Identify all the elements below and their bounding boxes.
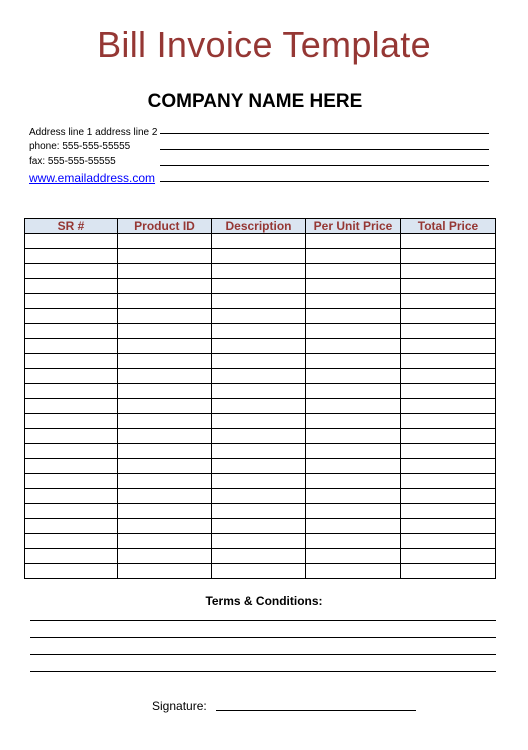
table-cell[interactable]: [306, 504, 401, 519]
table-cell[interactable]: [306, 534, 401, 549]
header-total-price: Total Price: [401, 219, 496, 234]
table-cell[interactable]: [306, 489, 401, 504]
table-cell[interactable]: [118, 459, 212, 474]
table-cell[interactable]: [25, 549, 118, 564]
table-cell[interactable]: [25, 474, 118, 489]
table-cell[interactable]: [212, 369, 306, 384]
table-cell[interactable]: [212, 429, 306, 444]
table-row: [25, 564, 496, 579]
table-cell[interactable]: [401, 309, 496, 324]
terms-line: [30, 637, 496, 638]
table-cell[interactable]: [25, 564, 118, 579]
table-cell[interactable]: [306, 264, 401, 279]
table-cell[interactable]: [401, 234, 496, 249]
table-cell[interactable]: [25, 234, 118, 249]
table-cell[interactable]: [306, 369, 401, 384]
address-line: [160, 133, 489, 134]
header-product-id: Product ID: [118, 219, 212, 234]
table-cell[interactable]: [212, 549, 306, 564]
table-cell[interactable]: [25, 339, 118, 354]
table-cell[interactable]: [118, 264, 212, 279]
table-cell[interactable]: [212, 444, 306, 459]
table-cell[interactable]: [25, 429, 118, 444]
address-text: Address line 1 address line 2: [29, 127, 158, 138]
table-row: [25, 504, 496, 519]
table-cell[interactable]: [401, 354, 496, 369]
table-cell[interactable]: [212, 489, 306, 504]
table-cell[interactable]: [25, 369, 118, 384]
table-cell[interactable]: [118, 234, 212, 249]
table-row: [25, 459, 496, 474]
table-cell[interactable]: [212, 534, 306, 549]
table-row: [25, 534, 496, 549]
table-cell[interactable]: [212, 504, 306, 519]
table-cell[interactable]: [25, 504, 118, 519]
table-cell[interactable]: [306, 399, 401, 414]
table-cell[interactable]: [25, 384, 118, 399]
table-cell[interactable]: [118, 519, 212, 534]
table-cell[interactable]: [212, 354, 306, 369]
table-cell[interactable]: [401, 414, 496, 429]
table-cell[interactable]: [401, 564, 496, 579]
table-cell[interactable]: [401, 399, 496, 414]
table-cell[interactable]: [306, 459, 401, 474]
table-cell[interactable]: [118, 489, 212, 504]
table-cell[interactable]: [118, 279, 212, 294]
table-cell[interactable]: [212, 564, 306, 579]
table-cell[interactable]: [118, 549, 212, 564]
table-cell[interactable]: [212, 474, 306, 489]
table-cell[interactable]: [401, 384, 496, 399]
table-cell[interactable]: [401, 279, 496, 294]
table-cell[interactable]: [25, 279, 118, 294]
email-line: [160, 181, 489, 182]
table-row: [25, 474, 496, 489]
fax-text: fax: 555-555-55555: [29, 156, 116, 167]
table-cell[interactable]: [401, 459, 496, 474]
table-row: [25, 294, 496, 309]
table-cell[interactable]: [401, 474, 496, 489]
table-row: [25, 369, 496, 384]
table-cell[interactable]: [25, 489, 118, 504]
table-cell[interactable]: [118, 324, 212, 339]
table-row: [25, 384, 496, 399]
table-cell[interactable]: [212, 279, 306, 294]
table-cell[interactable]: [401, 249, 496, 264]
table-cell[interactable]: [306, 354, 401, 369]
table-cell[interactable]: [212, 249, 306, 264]
table-cell[interactable]: [118, 294, 212, 309]
table-cell[interactable]: [401, 519, 496, 534]
table-cell[interactable]: [25, 324, 118, 339]
table-cell[interactable]: [212, 399, 306, 414]
table-cell[interactable]: [401, 264, 496, 279]
signature-label: Signature:: [152, 699, 207, 713]
table-cell[interactable]: [118, 384, 212, 399]
company-name: COMPANY NAME HERE: [147, 91, 363, 112]
table-cell[interactable]: [401, 294, 496, 309]
table-cell[interactable]: [306, 384, 401, 399]
table-row: [25, 354, 496, 369]
table-cell[interactable]: [401, 324, 496, 339]
table-cell[interactable]: [212, 294, 306, 309]
table-row: [25, 444, 496, 459]
table-cell[interactable]: [25, 534, 118, 549]
table-cell[interactable]: [306, 429, 401, 444]
table-cell[interactable]: [118, 339, 212, 354]
table-cell[interactable]: [212, 324, 306, 339]
invoice-table: [24, 218, 496, 579]
table-cell[interactable]: [306, 444, 401, 459]
table-row: [25, 279, 496, 294]
table-cell[interactable]: [306, 564, 401, 579]
table-cell[interactable]: [25, 399, 118, 414]
table-cell[interactable]: [306, 519, 401, 534]
table-row: [25, 549, 496, 564]
table-cell[interactable]: [212, 384, 306, 399]
table-row: [25, 324, 496, 339]
table-cell[interactable]: [401, 444, 496, 459]
table-row: [25, 339, 496, 354]
terms-line: [30, 654, 496, 655]
table-cell[interactable]: [118, 444, 212, 459]
fax-line: [160, 165, 489, 166]
table-cell[interactable]: [212, 414, 306, 429]
table-cell[interactable]: [25, 309, 118, 324]
table-cell[interactable]: [401, 429, 496, 444]
table-cell[interactable]: [212, 234, 306, 249]
table-cell[interactable]: [118, 354, 212, 369]
phone-text: phone: 555-555-55555: [29, 141, 131, 152]
table-header-row: [25, 219, 496, 234]
table-row: [25, 234, 496, 249]
table-cell[interactable]: [118, 534, 212, 549]
table-row: [25, 264, 496, 279]
table-row: [25, 249, 496, 264]
table-cell[interactable]: [306, 249, 401, 264]
terms-line: [30, 671, 496, 672]
table-cell[interactable]: [25, 414, 118, 429]
table-cell[interactable]: [118, 414, 212, 429]
table-cell[interactable]: [212, 519, 306, 534]
table-cell[interactable]: [306, 339, 401, 354]
table-cell[interactable]: [401, 549, 496, 564]
header-description: Description: [212, 219, 306, 234]
signature-line: [216, 710, 416, 711]
header-sr: SR #: [25, 219, 118, 234]
table-cell[interactable]: [306, 234, 401, 249]
table-cell[interactable]: [25, 249, 118, 264]
phone-line: [160, 149, 489, 150]
table-row: [25, 519, 496, 534]
table-cell[interactable]: [401, 339, 496, 354]
table-cell[interactable]: [118, 309, 212, 324]
table-cell[interactable]: [212, 459, 306, 474]
table-row: [25, 399, 496, 414]
table-cell[interactable]: [118, 429, 212, 444]
table-cell[interactable]: [306, 414, 401, 429]
table-cell[interactable]: [306, 474, 401, 489]
table-row: [25, 414, 496, 429]
table-cell[interactable]: [212, 339, 306, 354]
table-cell[interactable]: [25, 444, 118, 459]
table-cell[interactable]: [306, 324, 401, 339]
table-cell[interactable]: [306, 294, 401, 309]
table-cell[interactable]: [212, 264, 306, 279]
email-link[interactable]: www.emailaddress.com: [29, 171, 156, 185]
table-cell[interactable]: [401, 534, 496, 549]
table-cell[interactable]: [25, 354, 118, 369]
table-cell[interactable]: [212, 309, 306, 324]
table-cell[interactable]: [306, 279, 401, 294]
table-cell[interactable]: [118, 504, 212, 519]
table-cell[interactable]: [118, 249, 212, 264]
table-cell[interactable]: [401, 504, 496, 519]
table-cell[interactable]: [25, 264, 118, 279]
terms-label: Terms & Conditions:: [205, 594, 323, 608]
table-cell[interactable]: [25, 459, 118, 474]
table-row: [25, 489, 496, 504]
table-cell[interactable]: [118, 369, 212, 384]
table-cell[interactable]: [25, 294, 118, 309]
table-cell[interactable]: [118, 399, 212, 414]
table-cell[interactable]: [401, 489, 496, 504]
table-cell[interactable]: [401, 369, 496, 384]
table-cell[interactable]: [118, 564, 212, 579]
terms-line: [30, 620, 496, 621]
page-title: Bill Invoice Template: [97, 24, 431, 65]
table-cell[interactable]: [306, 549, 401, 564]
table-cell[interactable]: [306, 309, 401, 324]
table-cell[interactable]: [118, 474, 212, 489]
header-per-unit-price: Per Unit Price: [306, 219, 401, 234]
table-row: [25, 309, 496, 324]
table-cell[interactable]: [25, 519, 118, 534]
table-row: [25, 429, 496, 444]
